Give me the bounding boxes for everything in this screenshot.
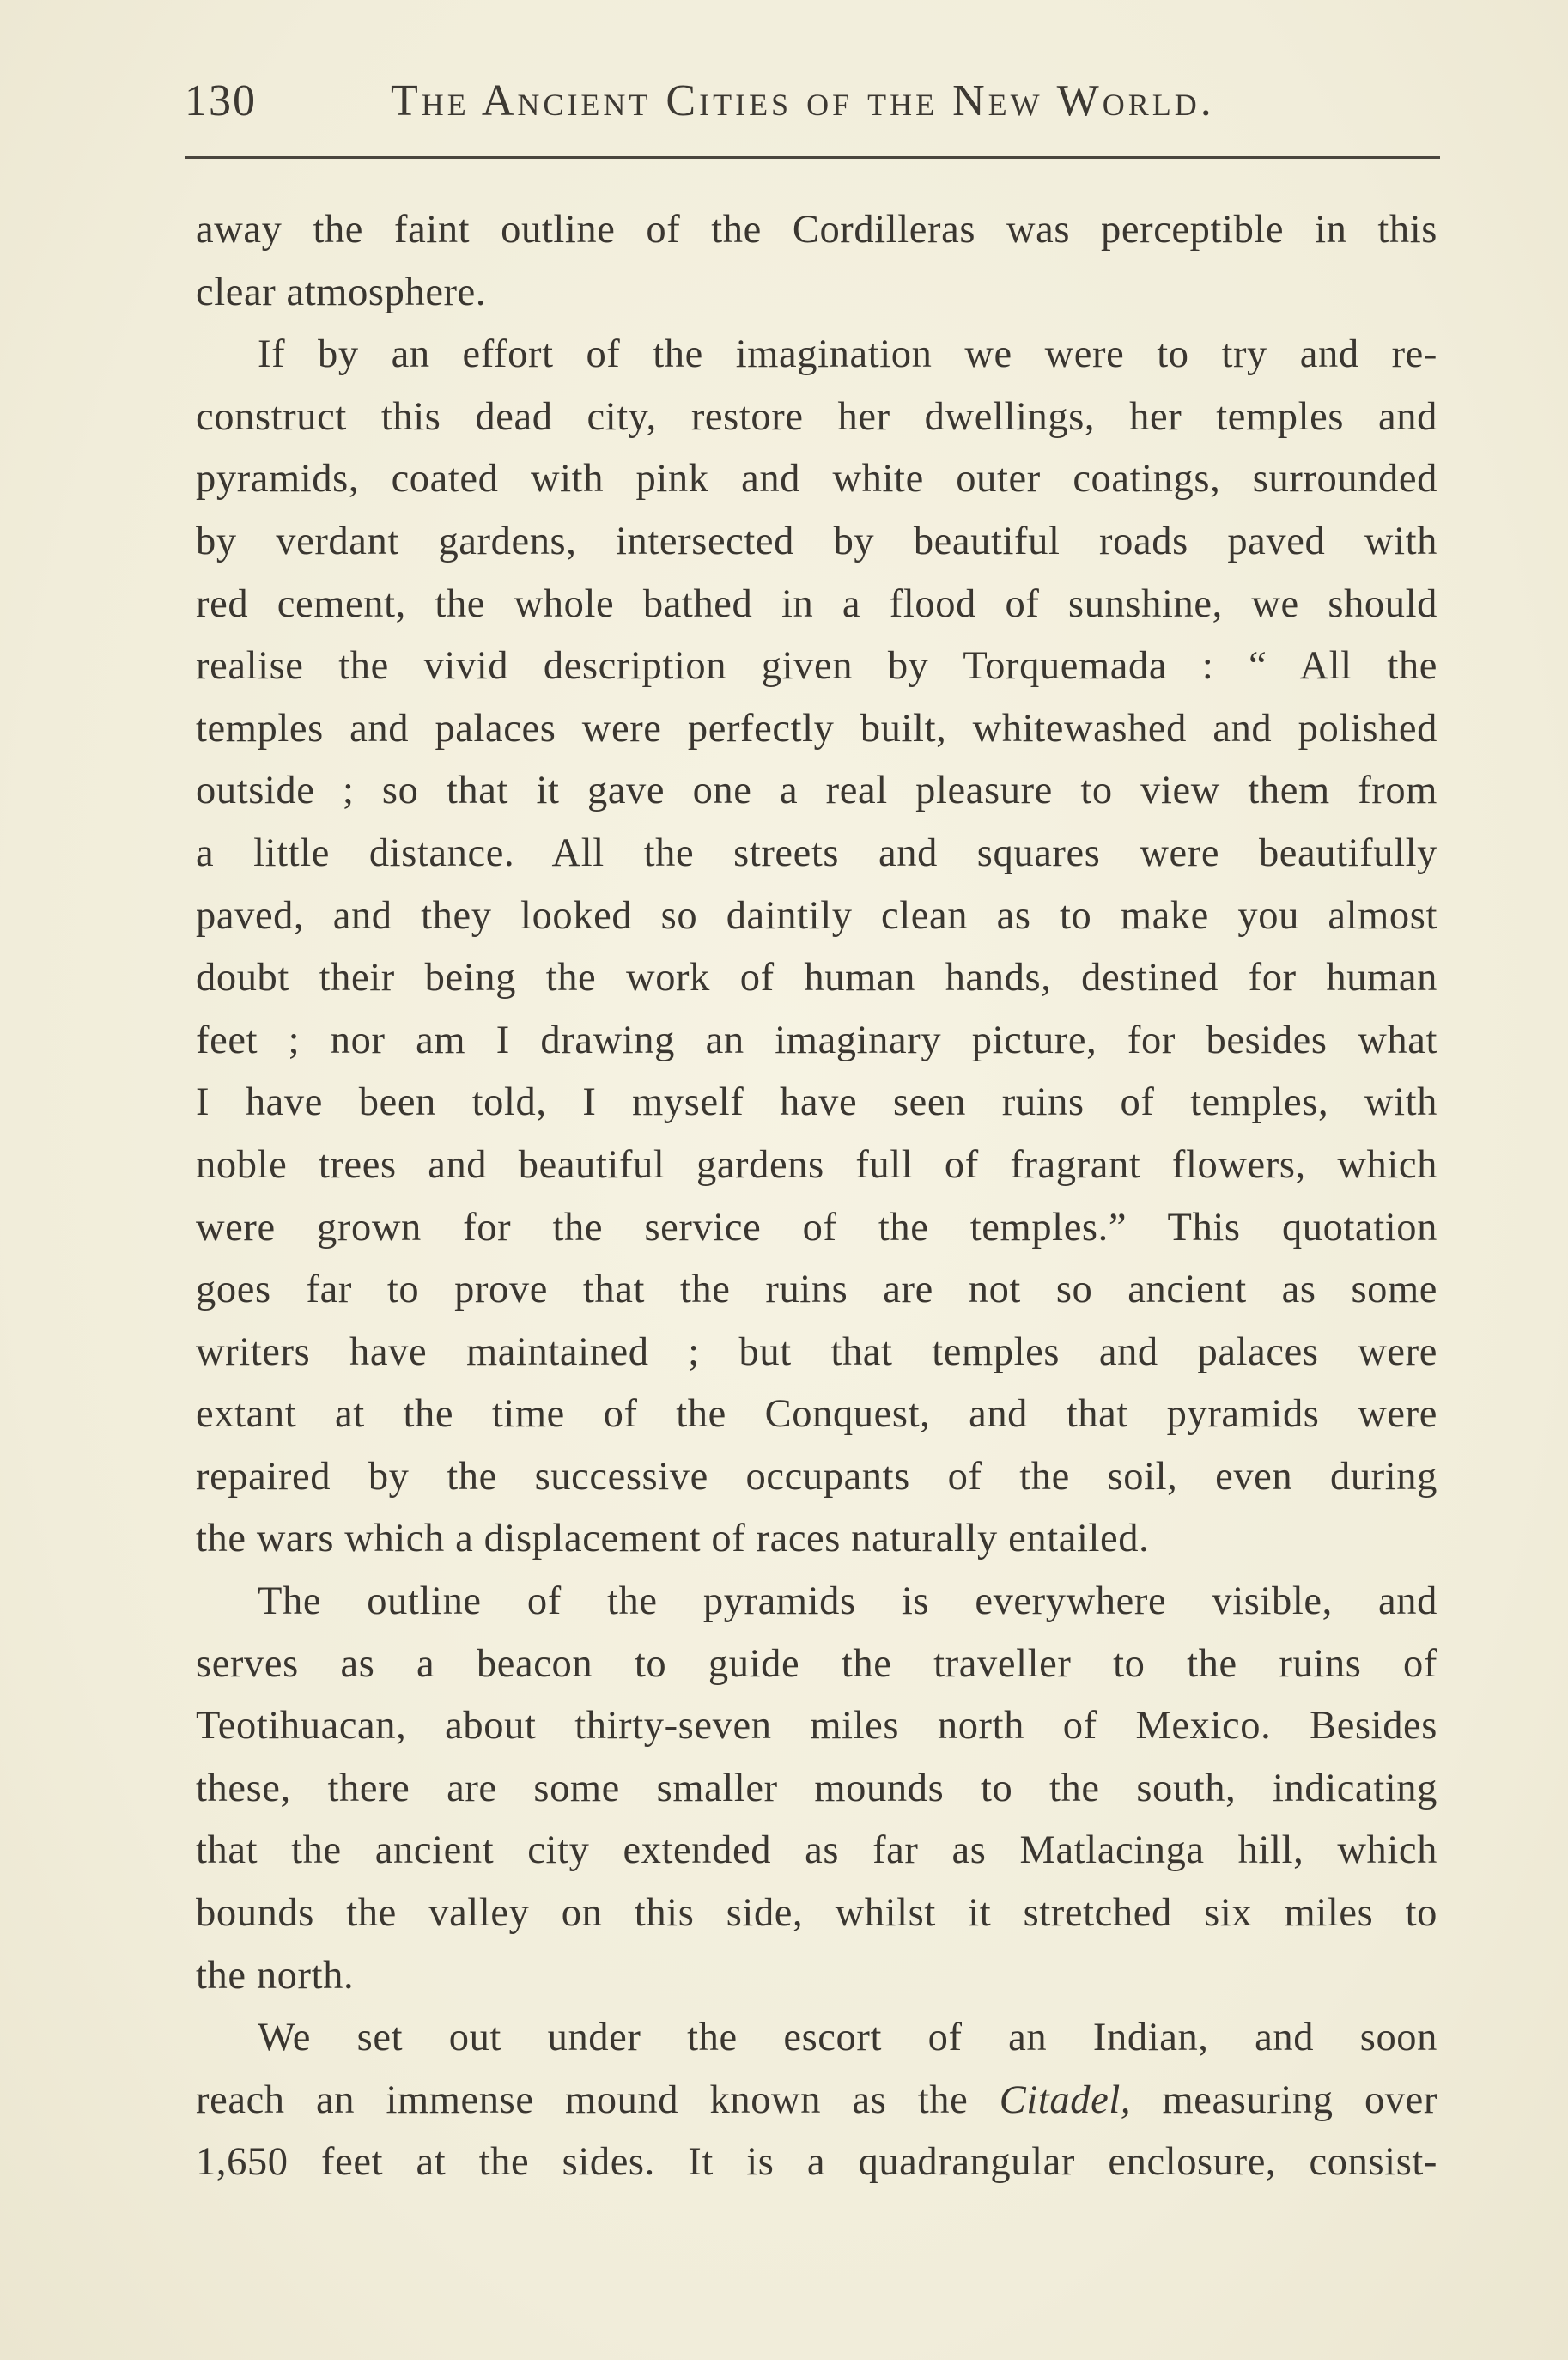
text-line: extant at the time of the Conquest, and that pyramids were: [196, 1392, 1437, 1437]
text-line: were grown for the service of the temples.” This quotation: [196, 1205, 1437, 1250]
running-head: [185, 76, 1438, 136]
text-line: by verdant gardens, intersected by beautiful roads paved with: [196, 519, 1437, 563]
text-line: I have been told, I myself have seen ruins of temples, with: [196, 1080, 1437, 1125]
text-line: 1,650 feet at the sides. It is a quadrangular enclosure, consist-: [196, 2140, 1437, 2185]
text-line-with-italic: [196, 2070, 1437, 2132]
text-line: away the faint outline of the Cordilleras was perceptible in this: [196, 208, 1437, 252]
text-fragment: reach an immense mound known as the: [196, 2077, 1000, 2122]
text-line: feet ; nor am I drawing an imaginary picture, for besides what: [196, 1018, 1437, 1062]
text-line: a little distance. All the streets and squares were beautifully: [196, 830, 1437, 875]
text-line: outside ; so that it gave one a real pleasure to view them from: [196, 769, 1437, 813]
text-line: If by an effort of the imagination we were to try and re-: [258, 332, 1437, 377]
text-line: the north.: [196, 1953, 355, 1998]
text-line: clear atmosphere.: [196, 270, 487, 314]
text-line: red cement, the whole bathed in a flood of sunshine, we should: [196, 581, 1437, 626]
text-line: pyramids, coated with pink and white outer coatings, surrounded: [196, 457, 1437, 502]
text-line: that the ancient city extended as far as Matlacinga hill, which: [196, 1828, 1437, 1873]
text-line: construct this dead city, restore her dwellings, her temples and: [196, 394, 1437, 439]
italic-term: Citadel,: [999, 2077, 1132, 2122]
text-line: the wars which a displacement of races naturally entailed.: [196, 1517, 1150, 1561]
text-line: serves as a beacon to guide the traveller to the ruins of: [196, 1641, 1437, 1686]
text-line: writers have maintained ; but that temples and palaces were: [196, 1329, 1437, 1374]
text-line: temples and palaces were perfectly built, whitewashed and polished: [196, 706, 1437, 751]
text-line: Teotihuacan, about thirty-seven miles north of Mexico. Besides: [196, 1704, 1437, 1749]
text-line: doubt their being the work of human hands, destined for human: [196, 956, 1437, 1001]
page-number: 130: [185, 76, 257, 125]
body-text: [196, 199, 1437, 2194]
text-line: We set out under the escort of an Indian, and soon: [258, 2016, 1437, 2060]
text-line: realise the vivid description given by Torquemada : “ All the: [196, 644, 1437, 689]
text-line: The outline of the pyramids is everywhere visible, and: [258, 1579, 1437, 1624]
text-line: goes far to prove that the ruins are not so ancient as some: [196, 1268, 1437, 1312]
text-line: paved, and they looked so daintily clean as to make you almost: [196, 893, 1437, 938]
text-fragment: measuring over: [1131, 2077, 1437, 2122]
header-rule: [185, 156, 1440, 159]
running-title: The Ancient Cities of the New World.: [391, 76, 1215, 125]
text-line: bounds the valley on this side, whilst it stretched six miles to: [196, 1891, 1437, 1936]
text-line: repaired by the successive occupants of the soil, even during: [196, 1454, 1437, 1499]
text-line: these, there are some smaller mounds to the south, indicating: [196, 1766, 1437, 1810]
text-line: noble trees and beautiful gardens full of fragrant flowers, which: [196, 1142, 1437, 1187]
